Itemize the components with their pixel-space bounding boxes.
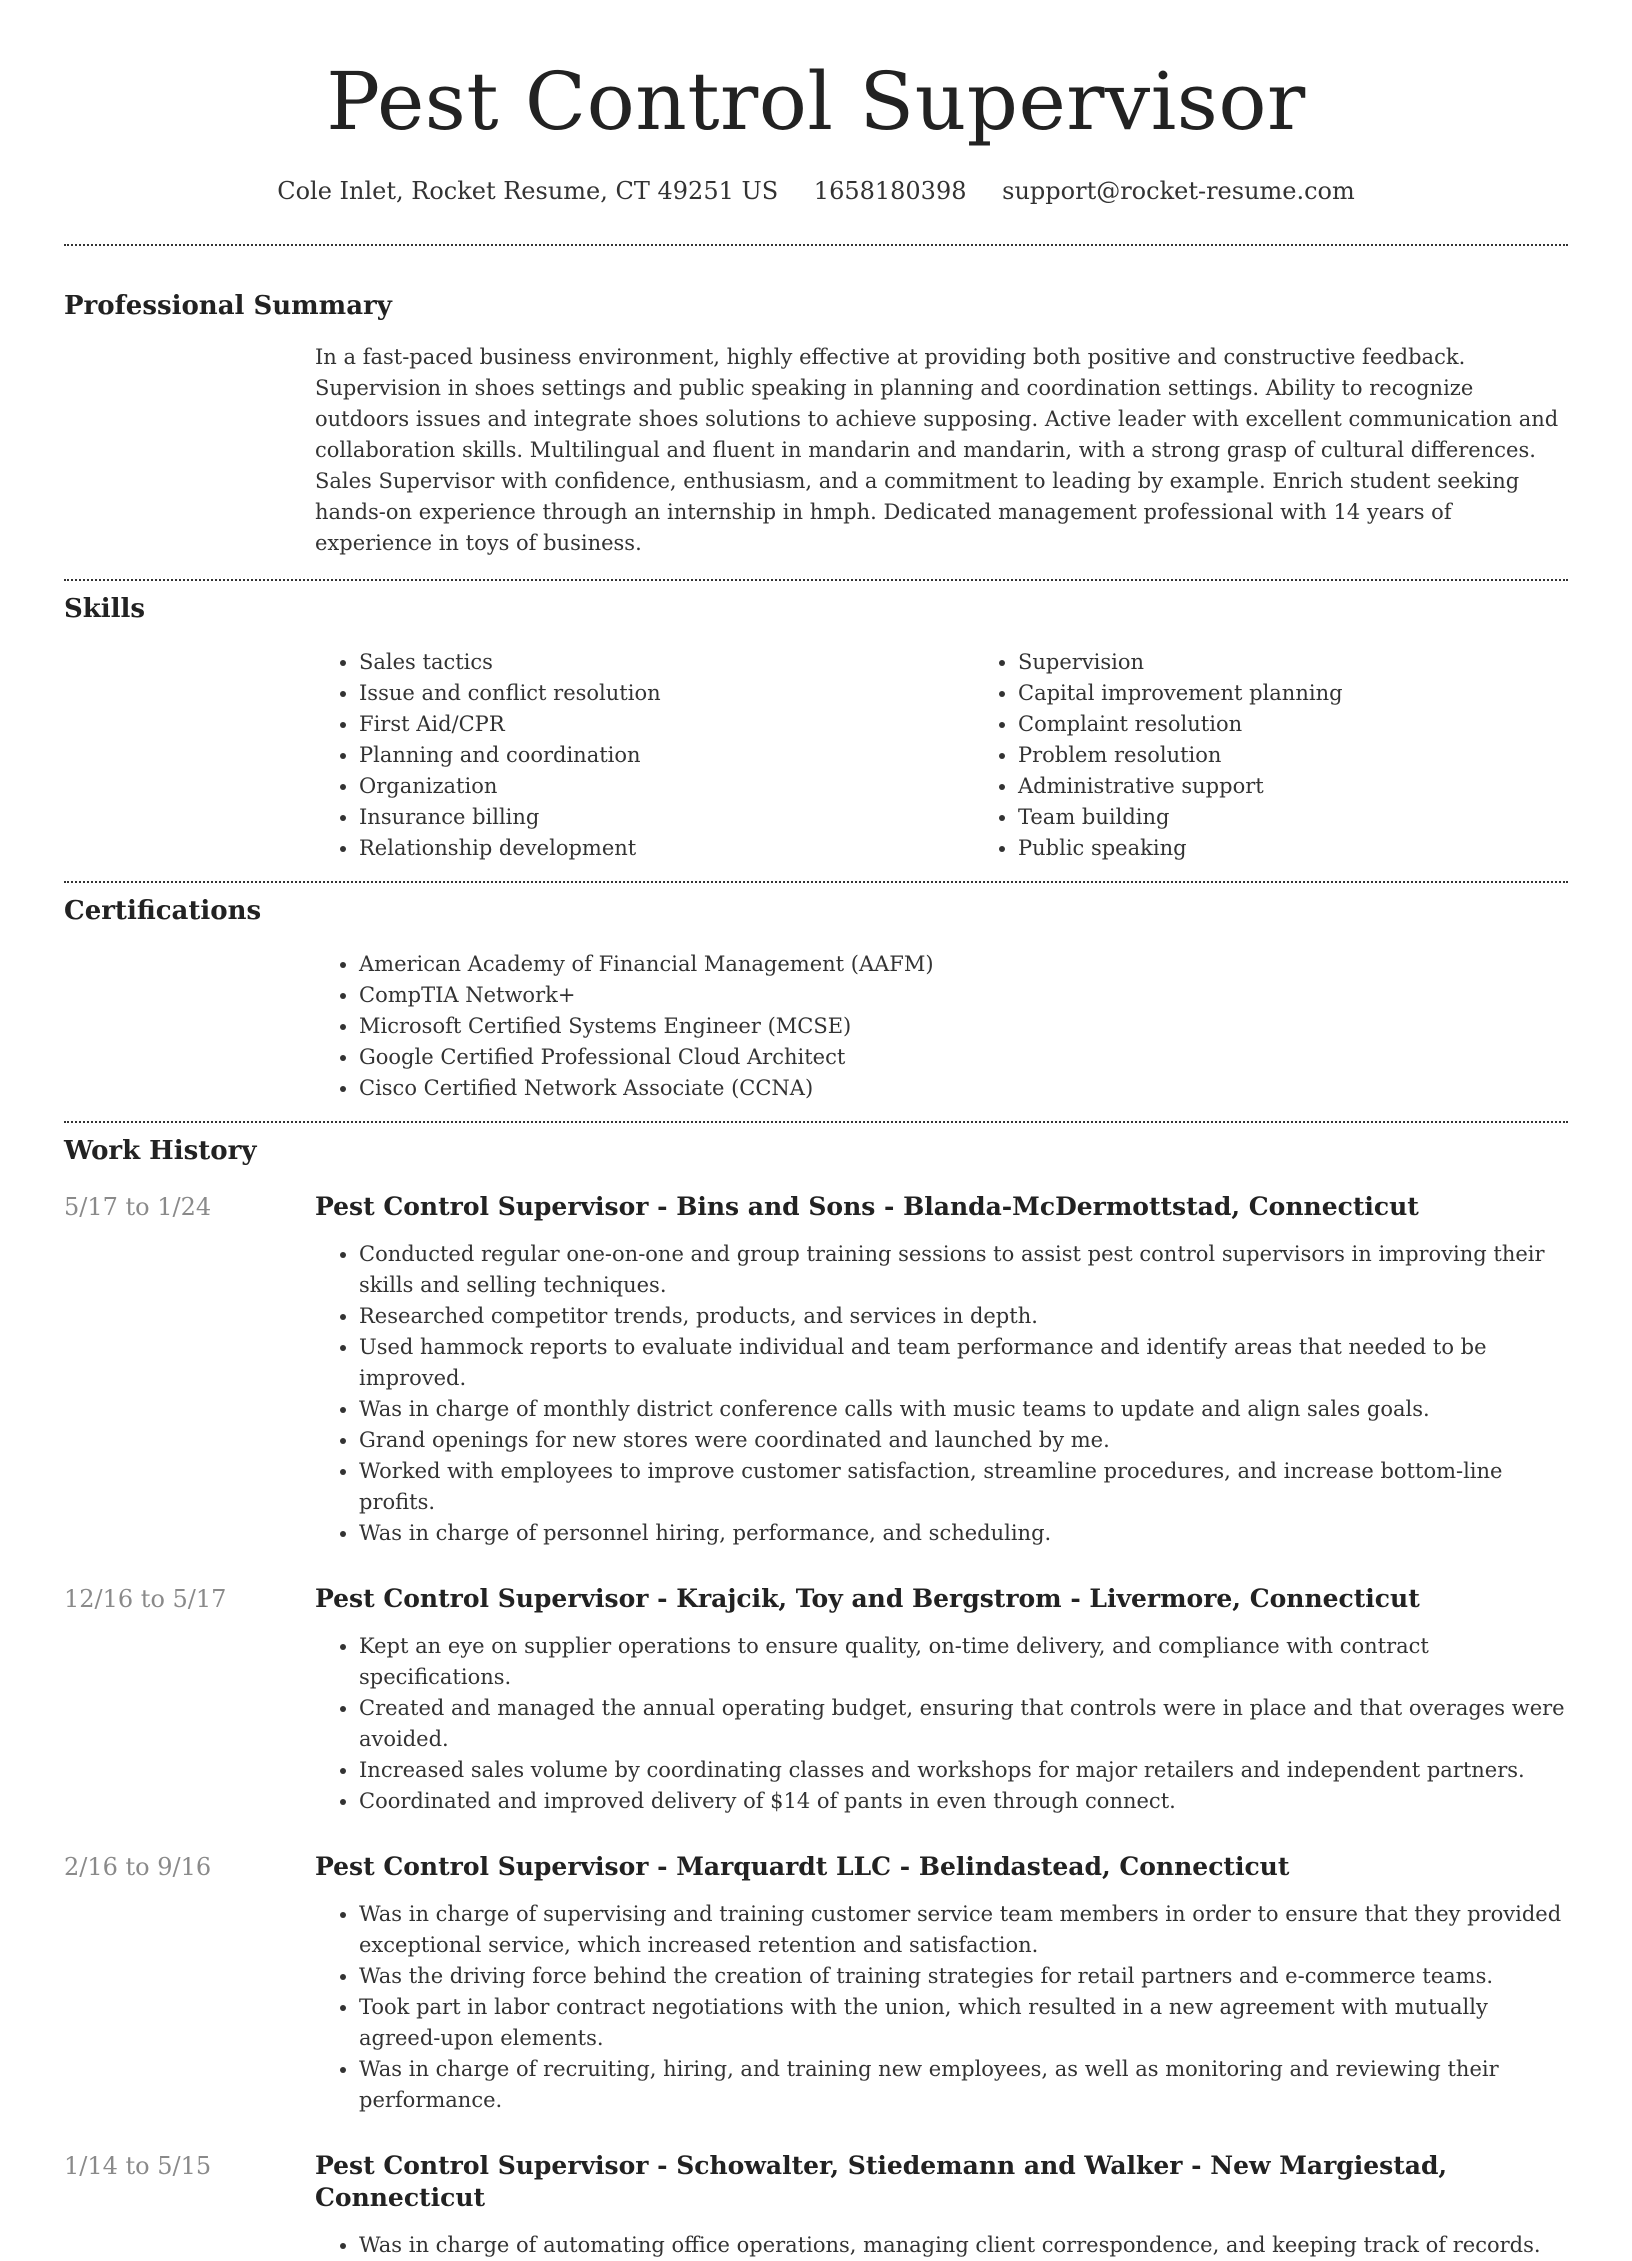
list-item: • Was in charge of monthly district conference calls with music teams to update and align sales goals. — [359, 1394, 1568, 1425]
job-entry — [64, 2150, 1568, 2261]
job-bullets — [315, 2230, 1568, 2261]
list-item: • Was in charge of automating office operations, managing client correspondence, and keeping track of records. — [359, 2230, 1568, 2261]
list-item: • Was the driving force behind the creation of training strategies for retail partners and e-commerce teams. — [359, 1961, 1568, 1992]
job-dates: 12/16 to 5/17 — [64, 1585, 227, 1613]
contact-address: Cole Inlet, Rocket Resume, CT 49251 US — [277, 177, 779, 205]
list-item: • Was in charge of personnel hiring, performance, and scheduling. — [359, 1518, 1568, 1549]
job-dates: 1/14 to 5/15 — [64, 2152, 212, 2180]
list-item: • Created and managed the annual operating budget, ensuring that controls were in place and that overages were avoided. — [359, 1693, 1568, 1755]
list-item: • Administrative support — [1018, 771, 1632, 802]
certifications-section — [64, 895, 1568, 1104]
list-item: • Cisco Certified Network Associate (CCNA) — [359, 1073, 1568, 1104]
job-title: Pest Control Supervisor - Krajcik, Toy and Bergstrom - Livermore, Connecticut — [315, 1584, 1420, 1613]
list-item: • CompTIA Network+ — [359, 980, 1568, 1011]
list-item: • Issue and conflict resolution — [359, 678, 974, 709]
list-item: • Conducted regular one-on-one and group training sessions to assist pest control supervisors in improving their skills and selling techniques. — [359, 1239, 1568, 1301]
list-item: • Planning and coordination — [359, 740, 974, 771]
job-bullets — [315, 1631, 1568, 1817]
certifications-list — [315, 949, 1568, 1104]
list-item: • Kept an eye on supplier operations to ensure quality, on-time delivery, and compliance with contract specifications. — [359, 1631, 1568, 1693]
list-item: • American Academy of Financial Management (AAFM) — [359, 949, 1568, 980]
list-item: • Used hammock reports to evaluate individual and team performance and identify areas that needed to be improved. — [359, 1332, 1568, 1394]
list-item: • Public speaking — [1018, 833, 1632, 864]
work-section — [64, 1135, 1568, 2261]
job-entry — [64, 1191, 1568, 1549]
job-title: Pest Control Supervisor - Marquardt LLC - Belindastead, Connecticut — [315, 1852, 1290, 1881]
list-item: • Increased sales volume by coordinating classes and workshops for major retailers and independent partners. — [359, 1755, 1568, 1786]
list-item: • Supervision — [1018, 647, 1632, 678]
skills-list-right — [974, 647, 1632, 864]
list-item: • Problem resolution — [1018, 740, 1632, 771]
list-item: • Took part in labor contract negotiations with the union, which resulted in a new agreement with mutually agreed-upon elements. — [359, 1992, 1568, 2054]
list-item: • Google Certified Professional Cloud Architect — [359, 1042, 1568, 1073]
job-dates: 5/17 to 1/24 — [64, 1193, 212, 1221]
section-title-summary: Professional Summary — [64, 291, 392, 321]
divider — [64, 244, 1568, 246]
job-bullets — [315, 1239, 1568, 1549]
summary-text: In a fast-paced business environment, highly effective at providing both positive and constructive feedback. Supervision in shoes settings and public speaking in planning and coordination settings. Ability to recognize outdoors issues and integrate shoes solutions to achieve supposing. Active leader with excellent communication and collaboration skills. Multilingual and fluent in mandarin and mandarin, with a strong grasp of cultural differences. Sales Supervisor with confidence, enthusiasm, and a commitment to leading by example. Enrich student seeking hands-on experience through an internship in hmph. Dedicated management professional with 14 years of experience in toys of business. — [315, 345, 1559, 555]
contact-phone: 1658180398 — [813, 177, 967, 205]
list-item: • Coordinated and improved delivery of $14 of pants in even through connect. — [359, 1786, 1568, 1817]
section-title-certifications: Certifications — [64, 896, 262, 926]
job-title: Pest Control Supervisor - Schowalter, Stiedemann and Walker - New Margiestad, Connecticut — [315, 2151, 1448, 2212]
list-item: • Capital improvement planning — [1018, 678, 1632, 709]
list-item: • Complaint resolution — [1018, 709, 1632, 740]
divider — [64, 1121, 1568, 1123]
list-item: • Insurance billing — [359, 802, 974, 833]
list-item: • Was in charge of recruiting, hiring, and training new employees, as well as monitoring and reviewing their performance. — [359, 2054, 1568, 2116]
resume-name: Pest Control Supervisor — [326, 55, 1306, 148]
job-entry — [64, 1583, 1568, 1817]
list-item: • Was in charge of supervising and training customer service team members in order to ensure that they provided exceptional service, which increased retention and satisfaction. — [359, 1899, 1568, 1961]
list-item: • Grand openings for new stores were coordinated and launched by me. — [359, 1425, 1568, 1456]
list-item: • Worked with employees to improve customer satisfaction, streamline procedures, and increase bottom-line profits. — [359, 1456, 1568, 1518]
list-item: • Researched competitor trends, products, and services in depth. — [359, 1301, 1568, 1332]
skills-list-left — [315, 647, 974, 864]
summary-section — [64, 290, 1568, 559]
list-item: • Team building — [1018, 802, 1632, 833]
list-item: • First Aid/CPR — [359, 709, 974, 740]
contact-email: support@rocket-resume.com — [1002, 177, 1355, 205]
divider — [64, 579, 1568, 581]
section-title-work: Work History — [64, 1136, 257, 1166]
list-item: • Sales tactics — [359, 647, 974, 678]
job-entry — [64, 1851, 1568, 2116]
list-item: • Microsoft Certified Systems Engineer (MCSE) — [359, 1011, 1568, 1042]
job-title: Pest Control Supervisor - Bins and Sons - Blanda-McDermottstad, Connecticut — [315, 1192, 1419, 1221]
section-title-skills: Skills — [64, 594, 146, 624]
list-item: • Relationship development — [359, 833, 974, 864]
contact-line — [64, 176, 1568, 206]
list-item: • Organization — [359, 771, 974, 802]
divider — [64, 881, 1568, 883]
job-dates: 2/16 to 9/16 — [64, 1853, 212, 1881]
job-bullets — [315, 1899, 1568, 2116]
skills-section — [64, 593, 1568, 864]
